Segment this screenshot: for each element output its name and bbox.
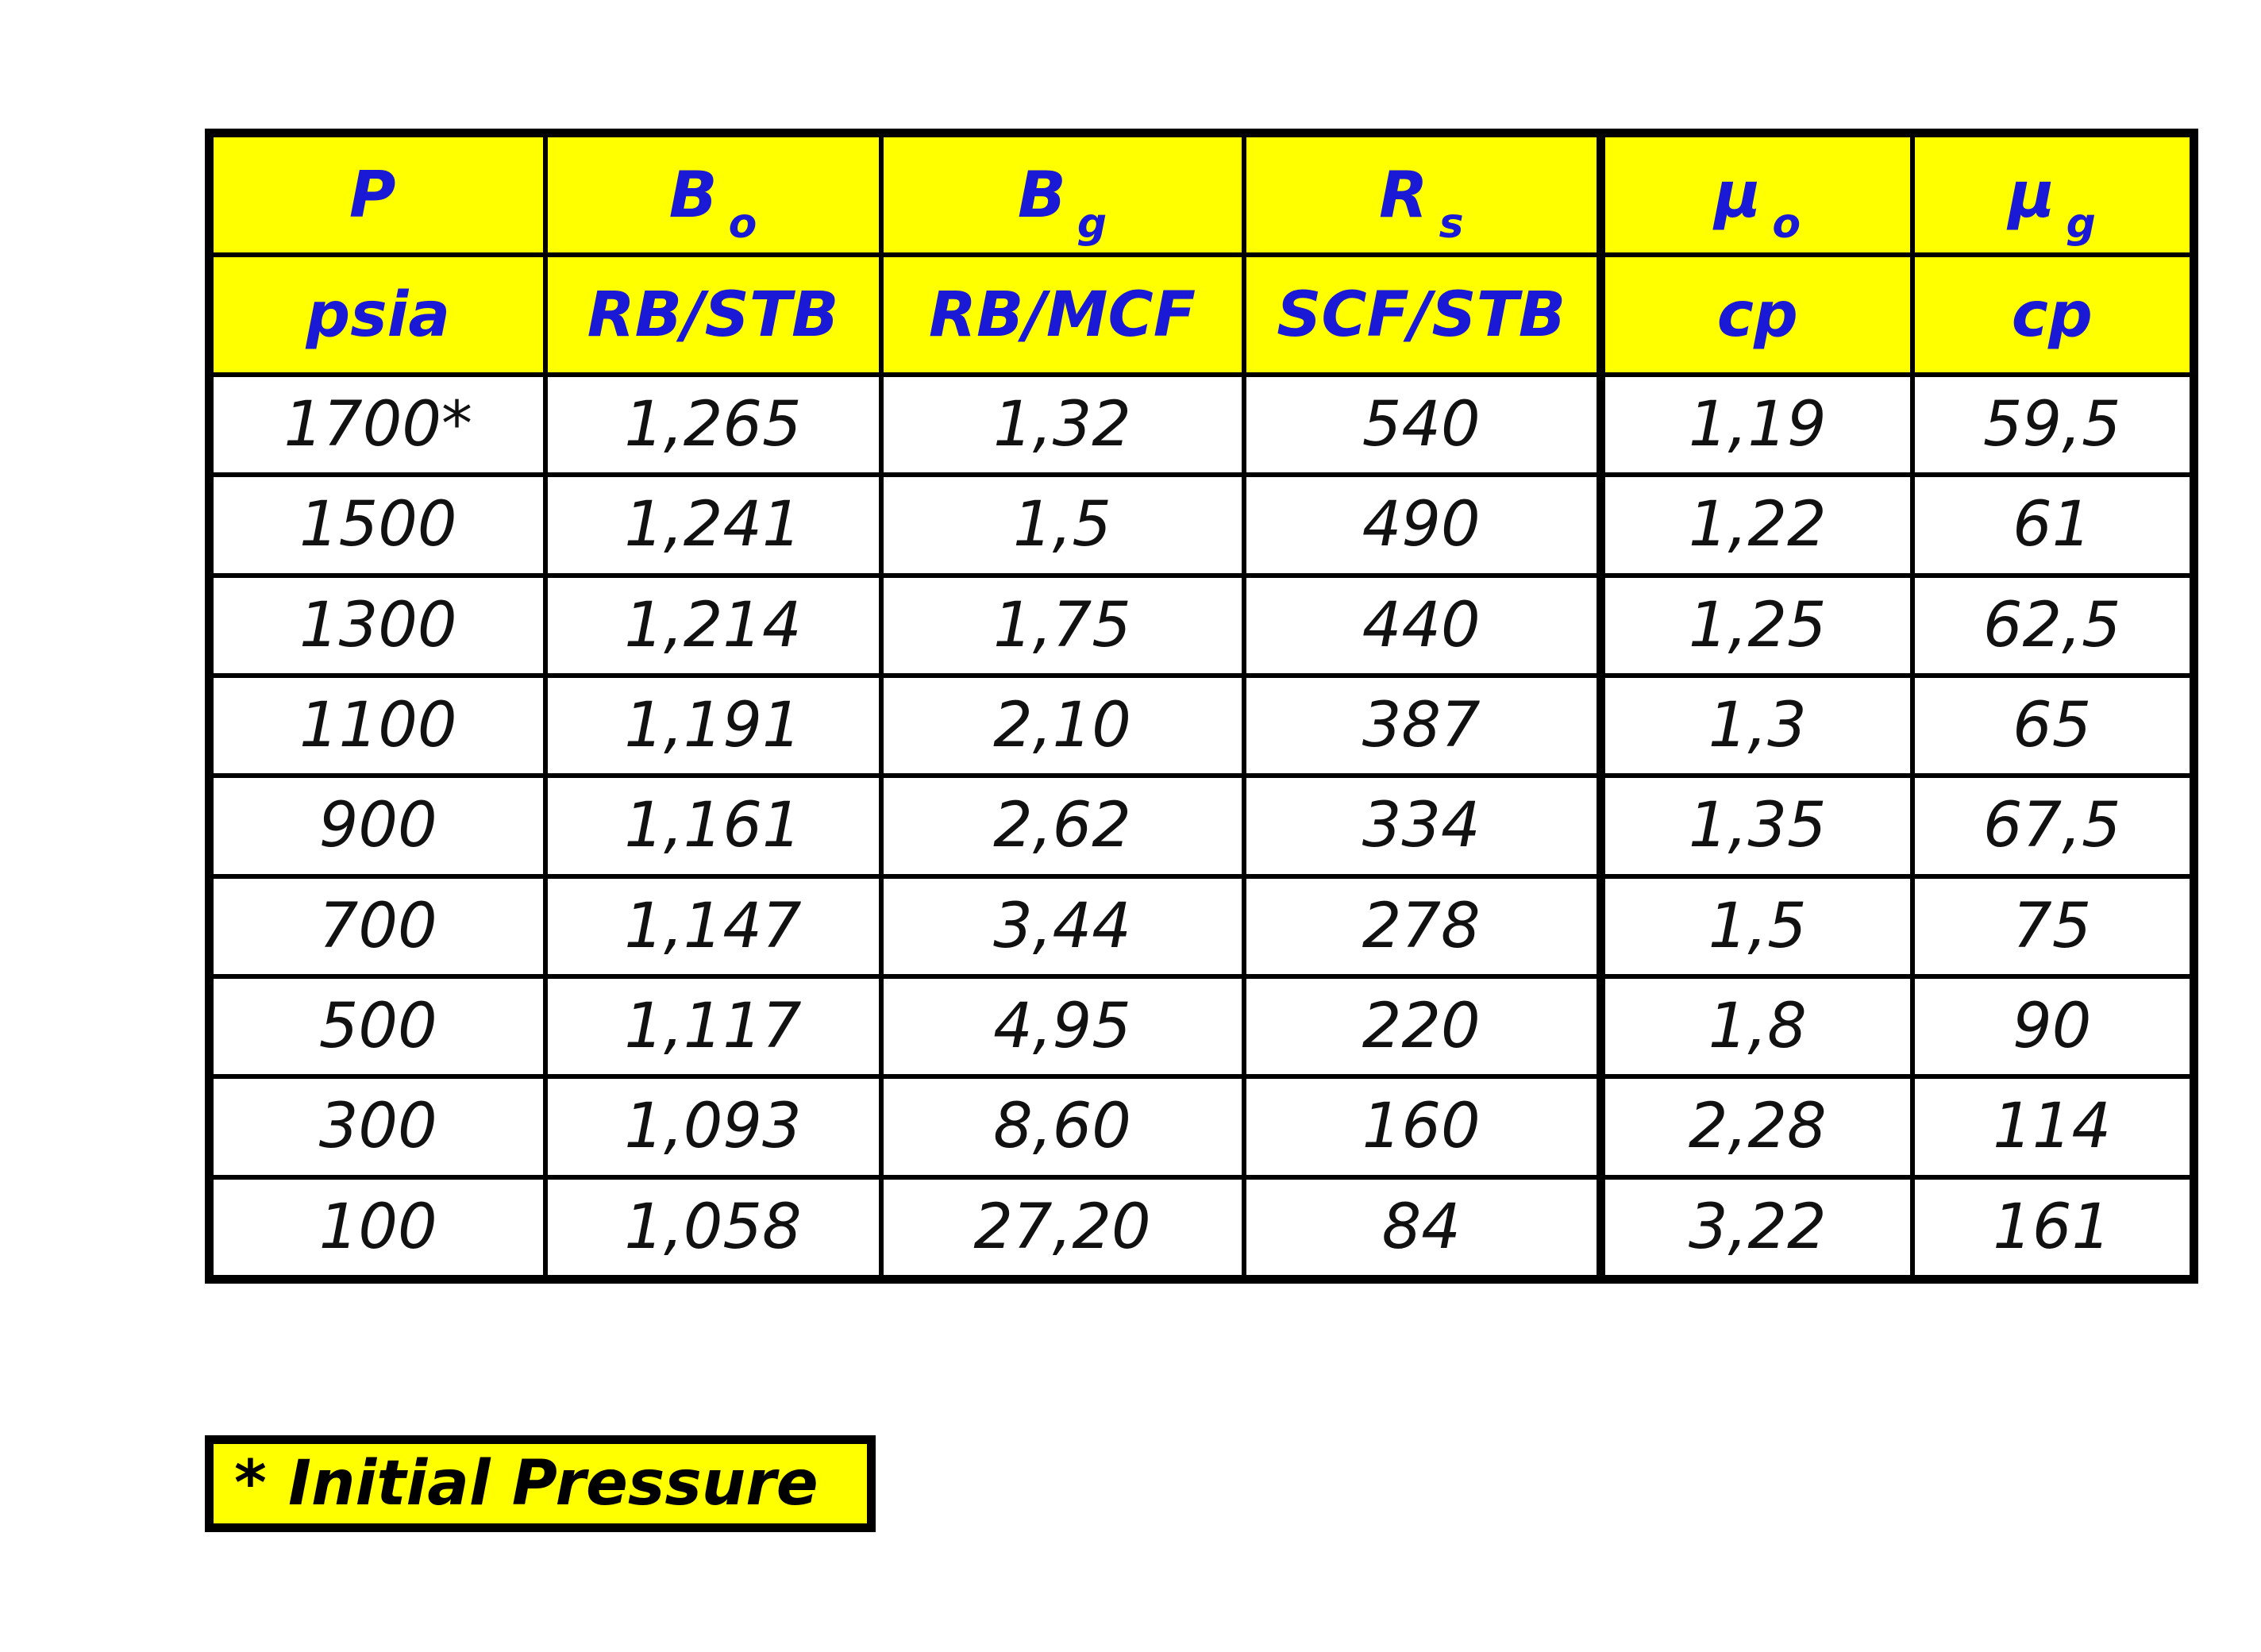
table-cell: 59,5: [1912, 375, 2194, 475]
header-solution-gor: [1244, 133, 1601, 256]
header-subscript: o: [728, 200, 757, 248]
table-cell: 8,60: [881, 1076, 1244, 1176]
table-row: [210, 475, 2194, 575]
table-cell: 1,147: [545, 876, 881, 976]
table-cell: 1300: [210, 576, 545, 676]
table-cell: 220: [1244, 976, 1601, 1076]
table-cell: 1,191: [545, 676, 881, 776]
table-cell: 1,058: [545, 1177, 881, 1280]
header-unit: RB/MCF: [881, 255, 1244, 375]
table-cell: 278: [1244, 876, 1601, 976]
header-unit: cp: [1601, 255, 1912, 375]
table-cell: 440: [1244, 576, 1601, 676]
table-cell: 1,214: [545, 576, 881, 676]
header-pressure: [210, 133, 545, 256]
table-cell: 61: [1912, 475, 2194, 575]
table-row: [210, 876, 2194, 976]
table-cell: 2,62: [881, 776, 1244, 876]
table-cell: 114: [1912, 1076, 2194, 1176]
table-row: [210, 576, 2194, 676]
header-subscript: g: [1077, 200, 1107, 248]
table-cell: 700: [210, 876, 545, 976]
table-cell: 1,32: [881, 375, 1244, 475]
header-gas-viscosity: [1912, 133, 2194, 256]
table-cell: 1,8: [1601, 976, 1912, 1076]
table-cell: 1,161: [545, 776, 881, 876]
table-cell: 1700*: [210, 375, 545, 475]
header-subscript: o: [1772, 200, 1801, 248]
table-cell: 900: [210, 776, 545, 876]
header-symbols-row: [210, 133, 2194, 256]
table-cell: 75: [1912, 876, 2194, 976]
table-cell: 1,241: [545, 475, 881, 575]
table-cell: 84: [1244, 1177, 1601, 1280]
pvt-data-table: [205, 129, 2198, 1284]
header-unit: RB/STB: [545, 255, 881, 375]
table-row: [210, 976, 2194, 1076]
table-cell: 1,117: [545, 976, 881, 1076]
table-row: [210, 776, 2194, 876]
table-cell: 1,265: [545, 375, 881, 475]
table-row: [210, 676, 2194, 776]
table-cell: 1500: [210, 475, 545, 575]
table-cell: 1,19: [1601, 375, 1912, 475]
table-cell: 1,5: [1601, 876, 1912, 976]
table-cell: 90: [1912, 976, 2194, 1076]
header-symbol: μ: [2008, 158, 2055, 233]
table-cell: 1,093: [545, 1076, 881, 1176]
header-subscript: s: [1439, 200, 1464, 248]
table-row: [210, 1076, 2194, 1176]
table-row: [210, 375, 2194, 475]
table-cell: 1,5: [881, 475, 1244, 575]
note-text: * Initial Pressure: [234, 1448, 819, 1519]
table-cell: 27,20: [881, 1177, 1244, 1280]
table-cell: 334: [1244, 776, 1601, 876]
table-cell: 160: [1244, 1076, 1601, 1176]
table-cell: 2,28: [1601, 1076, 1912, 1176]
table-cell: 1,75: [881, 576, 1244, 676]
header-unit: SCF/STB: [1244, 255, 1601, 375]
table-cell: 100: [210, 1177, 545, 1280]
table-body: [210, 375, 2194, 1280]
header-symbol: P: [349, 158, 396, 233]
table-cell: 67,5: [1912, 776, 2194, 876]
header-unit: psia: [210, 255, 545, 375]
table-cell: 500: [210, 976, 545, 1076]
header-oil-fvf: [545, 133, 881, 256]
table-cell: 1100: [210, 676, 545, 776]
table-cell: 540: [1244, 375, 1601, 475]
header-oil-viscosity: [1601, 133, 1912, 256]
table-row: [210, 1177, 2194, 1280]
table-cell: 1,3: [1601, 676, 1912, 776]
header-gas-fvf: [881, 133, 1244, 256]
table-cell: 3,44: [881, 876, 1244, 976]
header-subscript: g: [2066, 200, 2096, 248]
table-cell: 1,25: [1601, 576, 1912, 676]
initial-pressure-note: [205, 1435, 876, 1532]
table-cell: 490: [1244, 475, 1601, 575]
table-cell: 1,35: [1601, 776, 1912, 876]
table-cell: 65: [1912, 676, 2194, 776]
table-cell: 387: [1244, 676, 1601, 776]
table-cell: 3,22: [1601, 1177, 1912, 1280]
header-symbol: B: [1017, 158, 1066, 233]
header-symbol: B: [668, 158, 718, 233]
table-cell: 161: [1912, 1177, 2194, 1280]
header-unit: cp: [1912, 255, 2194, 375]
table-cell: 62,5: [1912, 576, 2194, 676]
header-symbol: μ: [1714, 158, 1762, 233]
header-units-row: [210, 255, 2194, 375]
table-cell: 300: [210, 1076, 545, 1176]
table-cell: 2,10: [881, 676, 1244, 776]
table-cell: 4,95: [881, 976, 1244, 1076]
table-cell: 1,22: [1601, 475, 1912, 575]
header-symbol: R: [1378, 158, 1428, 233]
